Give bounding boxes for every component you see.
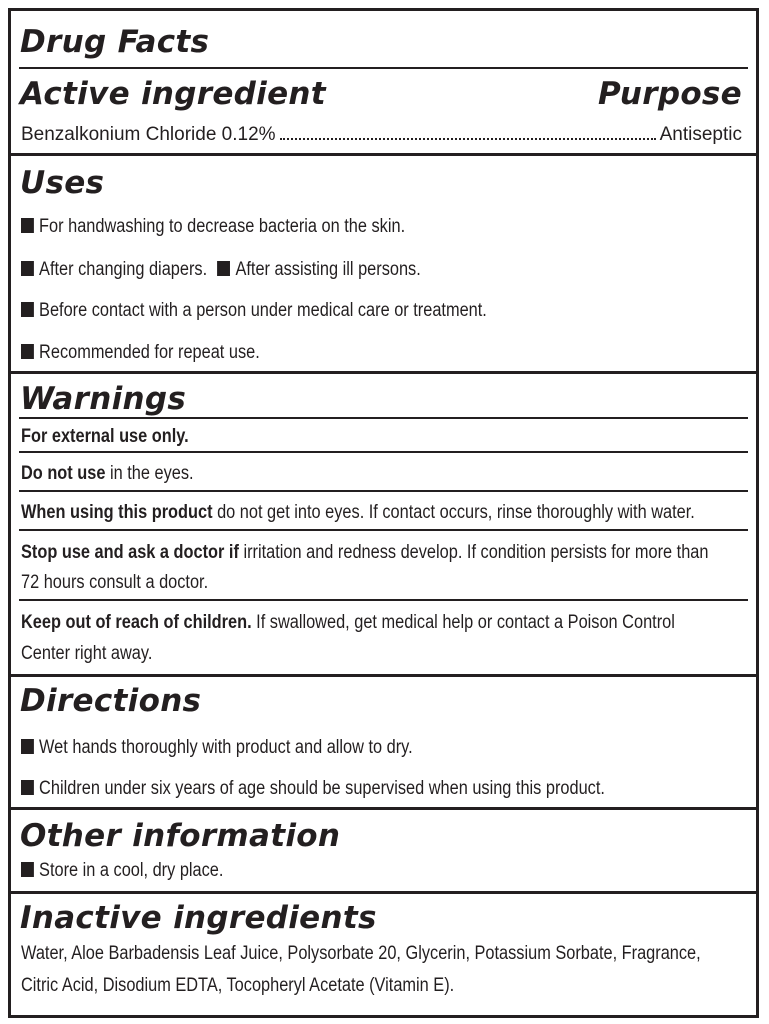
other-information-item: Store in a cool, dry place. [21,861,223,880]
warning-keep-out: Keep out of reach of children. If swallowed, get medical help or contact a Poison Control [21,612,675,633]
warning-do-not-use: Do not use in the eyes. [21,463,194,484]
drug-facts-label [8,8,759,1018]
inactive-ingredients-heading: Inactive ingredients [20,900,377,936]
drug-facts-title: Drug Facts [20,24,210,60]
section-divider [11,807,756,810]
warning-stop-use: Stop use and ask a doctor if irritation and redness develop. If condition persists for more than [21,542,709,563]
bullet-square [21,780,34,795]
bullet-square [21,862,34,877]
warnings-rule [19,490,748,492]
uses-heading: Uses [20,165,105,201]
section-divider [11,674,756,677]
bullet-square [21,344,34,359]
warnings-rule [19,529,748,531]
title-rule [19,67,748,69]
uses-item: For handwashing to decrease bacteria on the skin. [21,217,405,236]
active-ingredient-purpose: Antiseptic [659,124,742,145]
dot-leader [280,126,656,140]
purpose-heading: Purpose [597,76,742,112]
uses-item: Recommended for repeat use. [21,343,260,362]
warnings-rule [19,599,748,601]
warnings-rule [19,417,748,419]
active-ingredient-heading: Active ingredient [20,76,326,112]
section-divider [11,891,756,894]
section-divider [11,371,756,374]
section-divider [11,153,756,156]
directions-heading: Directions [20,683,202,719]
warnings-rule [19,451,748,453]
warning-external-use: For external use only. [21,426,189,447]
inactive-ingredients-line: Citric Acid, Disodium EDTA, Tocopheryl Acetate (Vitamin E). [21,975,455,996]
directions-item: Wet hands thoroughly with product and allow to dry. [21,738,413,757]
other-information-heading: Other information [20,818,341,854]
uses-item: Before contact with a person under medical care or treatment. [21,301,487,320]
active-ingredient-name: Benzalkonium Chloride 0.12% [21,124,276,145]
inactive-ingredients-line: Water, Aloe Barbadensis Leaf Juice, Polysorbate 20, Glycerin, Potassium Sorbate, Fragrance, [21,943,701,964]
warning-stop-use-cont: 72 hours consult a doctor. [21,572,209,593]
warning-when-using: When using this product do not get into eyes. If contact occurs, rinse thoroughly with water. [21,502,695,523]
active-ingredient-row [21,125,742,144]
bullet-square [21,218,34,233]
bullet-square [21,261,34,276]
uses-item: After changing diapers. After assisting ill persons. [21,260,421,279]
warning-keep-out-cont: Center right away. [21,643,153,664]
bullet-square [21,302,34,317]
bullet-square [21,739,34,754]
directions-item: Children under six years of age should be supervised when using this product. [21,779,605,798]
warnings-heading: Warnings [20,381,187,417]
bullet-square [217,261,230,276]
